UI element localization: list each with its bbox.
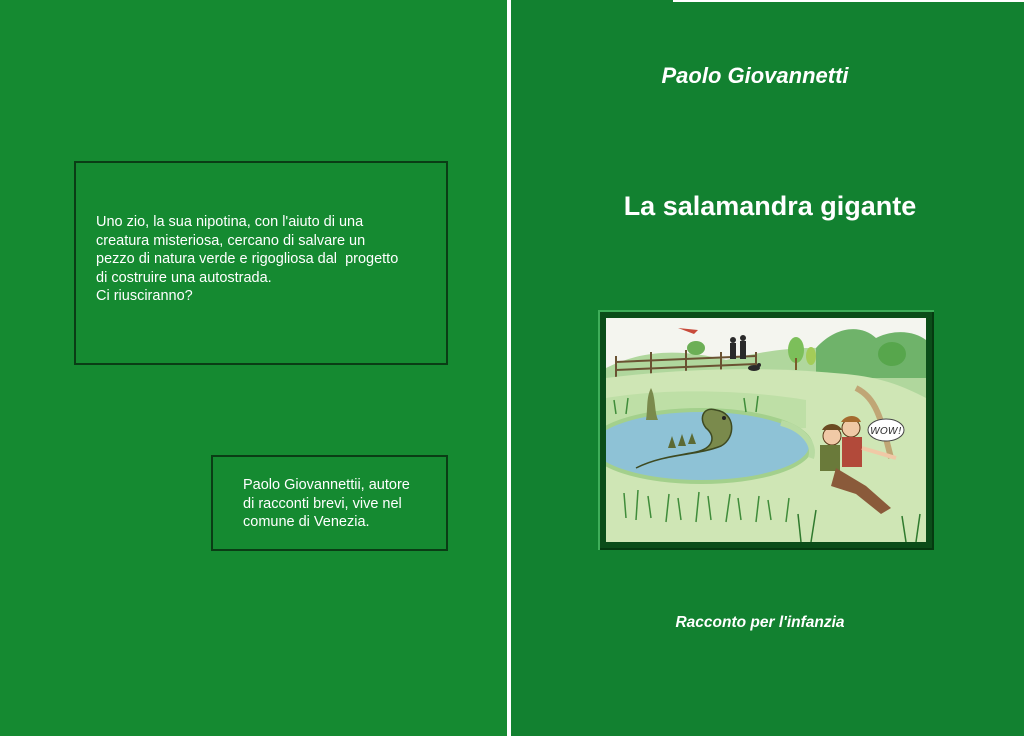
author-bio-line: di racconti brevi, vive nel <box>243 495 402 512</box>
synopsis-box <box>74 161 448 365</box>
author-bio-line: comune di Venezia. <box>243 514 370 530</box>
illustration-frame <box>598 310 934 550</box>
synopsis-line: pezzo di natura verde e rigogliosa dal progetto <box>96 251 399 267</box>
back-cover <box>0 0 507 736</box>
speech-bubble-text: WOW! <box>870 426 902 437</box>
author-bio-box <box>211 455 448 551</box>
cover-author-name: Paolo Giovannetti <box>661 63 849 88</box>
illustration-drawing <box>606 318 926 542</box>
author-bio-line: Paolo Giovannettii, autore <box>243 477 410 493</box>
synopsis-line: Ci riusciranno? <box>96 288 193 304</box>
book-subtitle: Racconto per l'infanzia <box>675 614 845 631</box>
synopsis-line: di costruire una autostrada. <box>96 269 272 286</box>
synopsis-line: Uno zio, la sua nipotina, con l'aiuto di una <box>96 214 364 230</box>
book-title: La salamandra gigante <box>623 191 917 221</box>
cover-illustration <box>606 318 926 542</box>
top-edge-strip <box>673 0 1024 2</box>
synopsis-line: creatura misteriosa, cercano di salvare un <box>96 232 366 249</box>
